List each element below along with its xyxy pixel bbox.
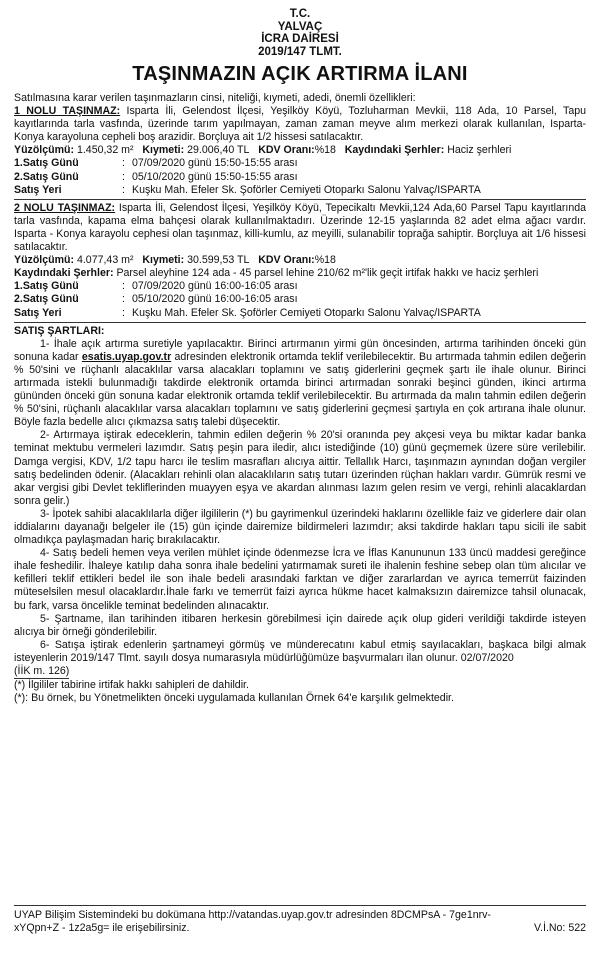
kdv-label: KDV Oranı: xyxy=(258,254,315,267)
term-6: 6- Satışa iştirak edenlerin şartnameyi görmüş ve münderecatını kabul etmiş sayılacakları, başkaca bilgi almak isteyenlerin 2019/147 Tlmt. sayılı dosya numarasıyla müdürlüğümüze başvurmaları ilan olunur. 02/07/2020 xyxy=(14,638,586,664)
sale-1-value: 07/09/2020 günü 15:50-15:55 arası xyxy=(132,157,298,170)
terms-heading: SATIŞ ŞARTLARI: xyxy=(14,324,105,337)
property-1-label: 1 NOLU TAŞINMAZ: xyxy=(14,105,121,118)
law-ref-text: (İİK m. 126) xyxy=(14,665,69,679)
sale-2-value: 05/10/2020 günü 16:00-16:05 arası xyxy=(132,293,298,306)
property-1-description xyxy=(14,105,586,144)
footer-line-2: xYQpn+Z - 1z2a5g= ile erişebilirsiniz. xyxy=(14,922,190,934)
term-1-text-a: 1- İhale açık artırma suretiyle yapılacaktır. Birinci artırmanın yirmi gün öncesinden, artırma tarihinden önceki gün sonuna kadar xyxy=(14,337,586,363)
property-2-sale-1: 1.Satış Günü : 07/09/2020 günü 16:00-16:05 arası xyxy=(14,280,586,293)
divider xyxy=(14,322,586,323)
place-value: Kuşku Mah. Efeler Sk. Şoförler Cemiyeti Otoparkı Salonu Yalvaç/ISPARTA xyxy=(132,183,481,196)
rights-label: Kaydındaki Şerhler: xyxy=(14,267,114,280)
place-value: Kuşku Mah. Efeler Sk. Şoförler Cemiyeti Otoparkı Salonu Yalvaç/ISPARTA xyxy=(132,306,481,319)
sale-1-label: 1.Satış Günü xyxy=(14,280,79,293)
property-2-rights xyxy=(14,267,586,280)
rights-value: Haciz şerhleri xyxy=(444,144,512,157)
notice-number: V.İ.No: 522 xyxy=(533,922,586,934)
term-1-text-b: adresinden elektronik ortamda teklif verilebilecektir. Bu artırmada tahmin edilen değerin % 50'sini ve rüçhanlı alacaklılar varsa alacakları toplamını ve satış giderlerini geçmek şartı ile ihale olunur. Birinci artırmada istekli bulunmadığı takdirde elektronik ortamda birinci artırmadan sonraki beşinci günden, ikinci artırma gününden önceki gün sonuna kadar elektronik ortamda teklif verilebilecektir. Bu artırmada da malın tahmin edilen değerin % 50'sini, rüçhanlı alacaklılar varsa alacakları toplamını ve satış giderlerini geçmesi şartıyla en çok artırana ihale olunur. Böyle fazla bedelle alıcı çıkmazsa satış talebi düşecektir. xyxy=(14,350,586,429)
value-value: 30.599,53 TL xyxy=(184,254,250,267)
term-2: 2- Artırmaya iştirak edeceklerin, tahmin edilen değerin % 20'si oranında pey akçesi veya bu miktar kadar banka teminat mektubu vermeleri lazımdır. Satış peşin para iledir, alıcı istediğinde (10) günü geçmemek üzere süre verilebilir. Damga vergisi, KDV, 1/2 tapu harcı ile teslim masrafları alıcıya aittir. Tellallık Harcı, taşınmazın aynından doğan vergiler satış bedelinden ödenir. (Alacakları rehinli olan alacaklıların satış tutarı üzerinden rüçhan hakları vardır. Gümrük resmi ve akar vergisi gibi Devlet tekliflerinden muayyen eşya ve akardan alınması lazım gelen resim ve vergi, rehinli alacaklardan sonra gelir.) xyxy=(14,429,586,507)
term-1 xyxy=(14,338,586,430)
court-header xyxy=(14,8,586,58)
header-office: İCRA DAİRESİ xyxy=(261,33,339,45)
property-2-description xyxy=(14,202,586,254)
rights-value: Parsel aleyhine 124 ada - 45 parsel lehine 210/62 m²'lik geçit irtifak hakkı ve haciz şerhleri xyxy=(113,267,539,280)
sale-2-label: 2.Satış Günü xyxy=(14,170,79,183)
property-1-sale-1: 1.Satış Günü : 07/09/2020 günü 15:50-15:55 arası xyxy=(14,157,586,170)
intro-text: Satılmasına karar verilen taşınmazların cinsi, niteliği, kıymeti, adedi, önemli özellikleri: xyxy=(14,92,416,104)
law-reference xyxy=(14,665,586,679)
term-3: 3- İpotek sahibi alacaklılarla diğer ilgililerin (*) bu gayrimenkul üzerindeki haklarını özellikle faiz ve giderlere dair olan iddialarını dayanağı belgeler ile (15) gün içinde dairemize bildirmeleri lazımdır; aksi takdirde hakları tapu sicili ile sabit olmadıkça paylaşmadan hariç bırakılacaktır. xyxy=(14,507,586,547)
esatis-link[interactable]: esatis.uyap.gov.tr xyxy=(81,350,172,363)
sale-2-label: 2.Satış Günü xyxy=(14,293,79,306)
kdv-value: %18 xyxy=(314,254,336,267)
rights-label: Kaydındaki Şerhler: xyxy=(344,144,445,157)
term-5: 5- Şartname, ilan tarihinden itibaren herkesin görebilmesi için dairede açık olup gideri verildiği takdirde isteyen alıcıya bir örneği gönderilebilir. xyxy=(14,612,586,638)
sale-1-label: 1.Satış Günü xyxy=(14,157,79,170)
property-2-details xyxy=(14,254,586,267)
header-city: YALVAÇ xyxy=(277,20,323,33)
property-1-details xyxy=(14,144,586,157)
header-file-no: 2019/147 TLMT. xyxy=(258,45,342,58)
property-2-sale-2: 2.Satış Günü : 05/10/2020 günü 16:00-16:05 arası xyxy=(14,293,586,306)
property-2-desc: Isparta İli, Gelendost İlçesi, Yeşilköy Köyü, Tepecikaltı Mevkii,124 Ada,60 Parsel Tapu kayıtlarında tarla vasfında, kapama elma bahçesi olarak kullanılmaktadırı. Üzerinde 12-15 yaşlarında 82 adet elma ağacı vardır. Isparta - Konya karayolu cephesi olan taşınmaz, killi-kumlu, az meyilli, sulanabilir toprağa sahiptir. Borçluya ait 1/6 hissesi satılacaktır. xyxy=(14,201,587,254)
area-value: 1.450,32 m² xyxy=(74,144,134,157)
property-2-place: Satış Yeri : Kuşku Mah. Efeler Sk. Şoförler Cemiyeti Otoparkı Salonu Yalvaç/ISPARTA xyxy=(14,307,586,320)
area-label: Yüzölçümü: xyxy=(14,144,75,157)
note-1: (*) İlgililer tabirine irtifak hakkı sahipleri de dahildir. xyxy=(14,679,249,692)
term-4: 4- Satış bedeli hemen veya verilen mühlet içinde ödenmezse İcra ve İflas Kanununun 133 üncü maddesi gereğince ihale feshedilir. İhaleye katılıp daha sonra ihale bedelini yatırmamak sureti ile ihalenin feshine sebep olan tüm alıcılar ve kefilleri teklif ettikleri bedel ile son ihale bedeli arasındaki farktan ve diğer zararlardan ve ayrıca temerrüt faizinden müteselsilen mesul olacaklardır.İhale farkı ve temerrüt faizi ayrıca hükme hacet kalmaksızın dairemizce tahsil olunacak, bu fark, varsa öncelikle teminat bedelinden alınacaktır. xyxy=(14,547,586,612)
sale-2-value: 05/10/2020 günü 15:50-15:55 arası xyxy=(132,170,298,183)
notice-title: TAŞINMAZIN AÇIK ARTIRMA İLANI xyxy=(132,63,468,85)
kdv-value: %18 xyxy=(314,144,336,157)
property-1-sale-2: 2.Satış Günü : 05/10/2020 günü 15:50-15:55 arası xyxy=(14,171,586,184)
note-2: (*): Bu örnek, bu Yönetmelikten önceki uygulamada kullanılan Örnek 64'e karşılık gelmektedir. xyxy=(14,692,454,705)
area-label: Yüzölçümü: xyxy=(14,254,75,267)
value-value: 29.006,40 TL xyxy=(184,144,250,157)
place-label: Satış Yeri xyxy=(14,306,62,319)
uyap-footer xyxy=(14,905,586,935)
sale-1-value: 07/09/2020 günü 16:00-16:05 arası xyxy=(132,280,298,293)
property-1-place: Satış Yeri : Kuşku Mah. Efeler Sk. Şoförler Cemiyeti Otoparkı Salonu Yalvaç/ISPARTA xyxy=(14,184,586,197)
property-2-label: 2 NOLU TAŞINMAZ: xyxy=(14,201,116,214)
value-label: Kıymeti: xyxy=(142,144,185,157)
footer-line-1: UYAP Bilişim Sistemindeki bu dokümana http://vatandas.uyap.gov.tr adresinden 8DCMPsA - 7ge1nrv- xyxy=(14,909,491,921)
place-label: Satış Yeri xyxy=(14,183,62,196)
divider xyxy=(14,199,586,200)
kdv-label: KDV Oranı: xyxy=(258,144,315,157)
value-label: Kıymeti: xyxy=(142,254,185,267)
property-1-desc: Isparta İli, Gelendost İlçesi, Yeşilköy Köyü, Tozluharman Mevkii, 118 Ada, 10 Parsel, Tapu kayıtlarında tarla vasfında, üzerinde tarım yapılmayan, zaman zaman meyve alım merkezi olarak kullanılan, Isparta-Konya karayoluna cepheli boş arazidir. Borçluya ait 1/2 hissesi satılacaktır. xyxy=(14,105,586,144)
area-value: 4.077,43 m² xyxy=(74,254,134,267)
header-tc: T.C. xyxy=(289,8,311,20)
